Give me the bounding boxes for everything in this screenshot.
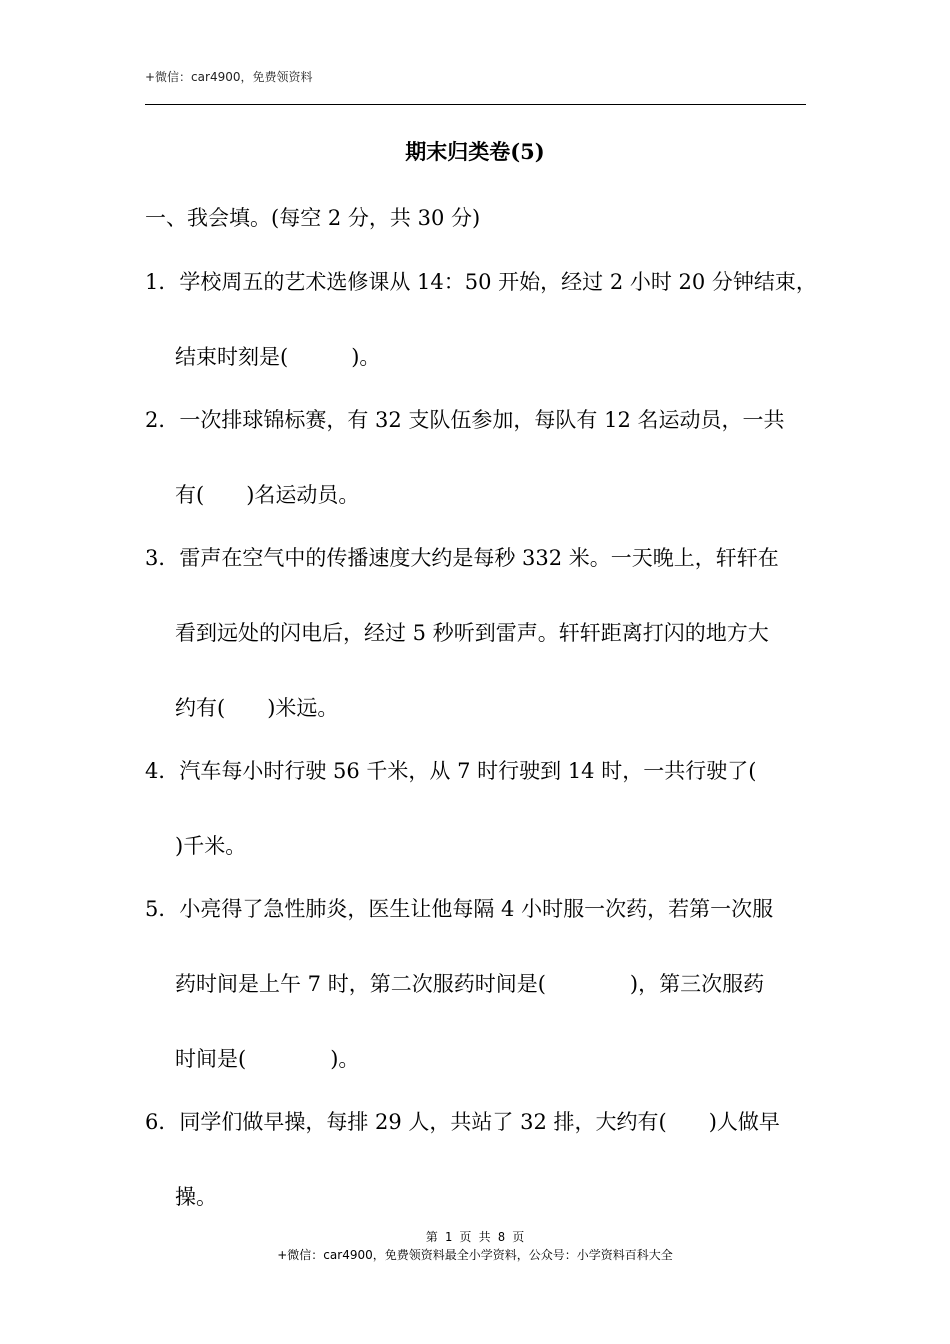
question-2-line-1: 2．一次排球锦标赛，有 32 支队伍参加，每队有 12 名运动员，一共 [145, 408, 785, 432]
question-5-line-2: 药时间是上午 7 时，第二次服药时间是( )，第三次服药 [175, 972, 765, 996]
question-6-line-2: 操。 [175, 1185, 217, 1209]
question-6-line-1: 6．同学们做早操，每排 29 人，共站了 32 排，大约有( )人做早 [145, 1110, 780, 1134]
question-1-line-2: 结束时刻是( )。 [175, 345, 381, 369]
question-5-line-3: 时间是( )。 [175, 1047, 360, 1071]
header-divider [145, 104, 806, 105]
question-3-line-3: 约有( )米远。 [175, 696, 339, 720]
header-note: +微信：car4900，免费领资料 [145, 70, 313, 84]
question-2-line-2: 有( )名运动员。 [175, 483, 360, 507]
page-title: 期末归类卷(5) [405, 139, 545, 164]
footer-note: +微信：car4900，免费领资料最全小学资料，公众号：小学资料百科大全 [277, 1248, 673, 1262]
question-3-line-2: 看到远处的闪电后，经过 5 秒听到雷声。轩轩距离打闪的地方大 [175, 621, 769, 645]
section-heading: 一、我会填。(每空 2 分，共 30 分) [145, 206, 481, 230]
question-1-line-1: 1．学校周五的艺术选修课从 14：50 开始，经过 2 小时 20 分钟结束， [145, 270, 817, 294]
question-4-line-1: 4．汽车每小时行驶 56 千米，从 7 时行驶到 14 时，一共行驶了( [145, 759, 757, 783]
question-5-line-1: 5．小亮得了急性肺炎，医生让他每隔 4 小时服一次药，若第一次服 [145, 897, 774, 921]
question-4-line-2: )千米。 [175, 834, 247, 858]
page-number: 第 1 页 共 8 页 [425, 1230, 525, 1244]
question-3-line-1: 3．雷声在空气中的传播速度大约是每秒 332 米。一天晚上，轩轩在 [145, 546, 779, 570]
